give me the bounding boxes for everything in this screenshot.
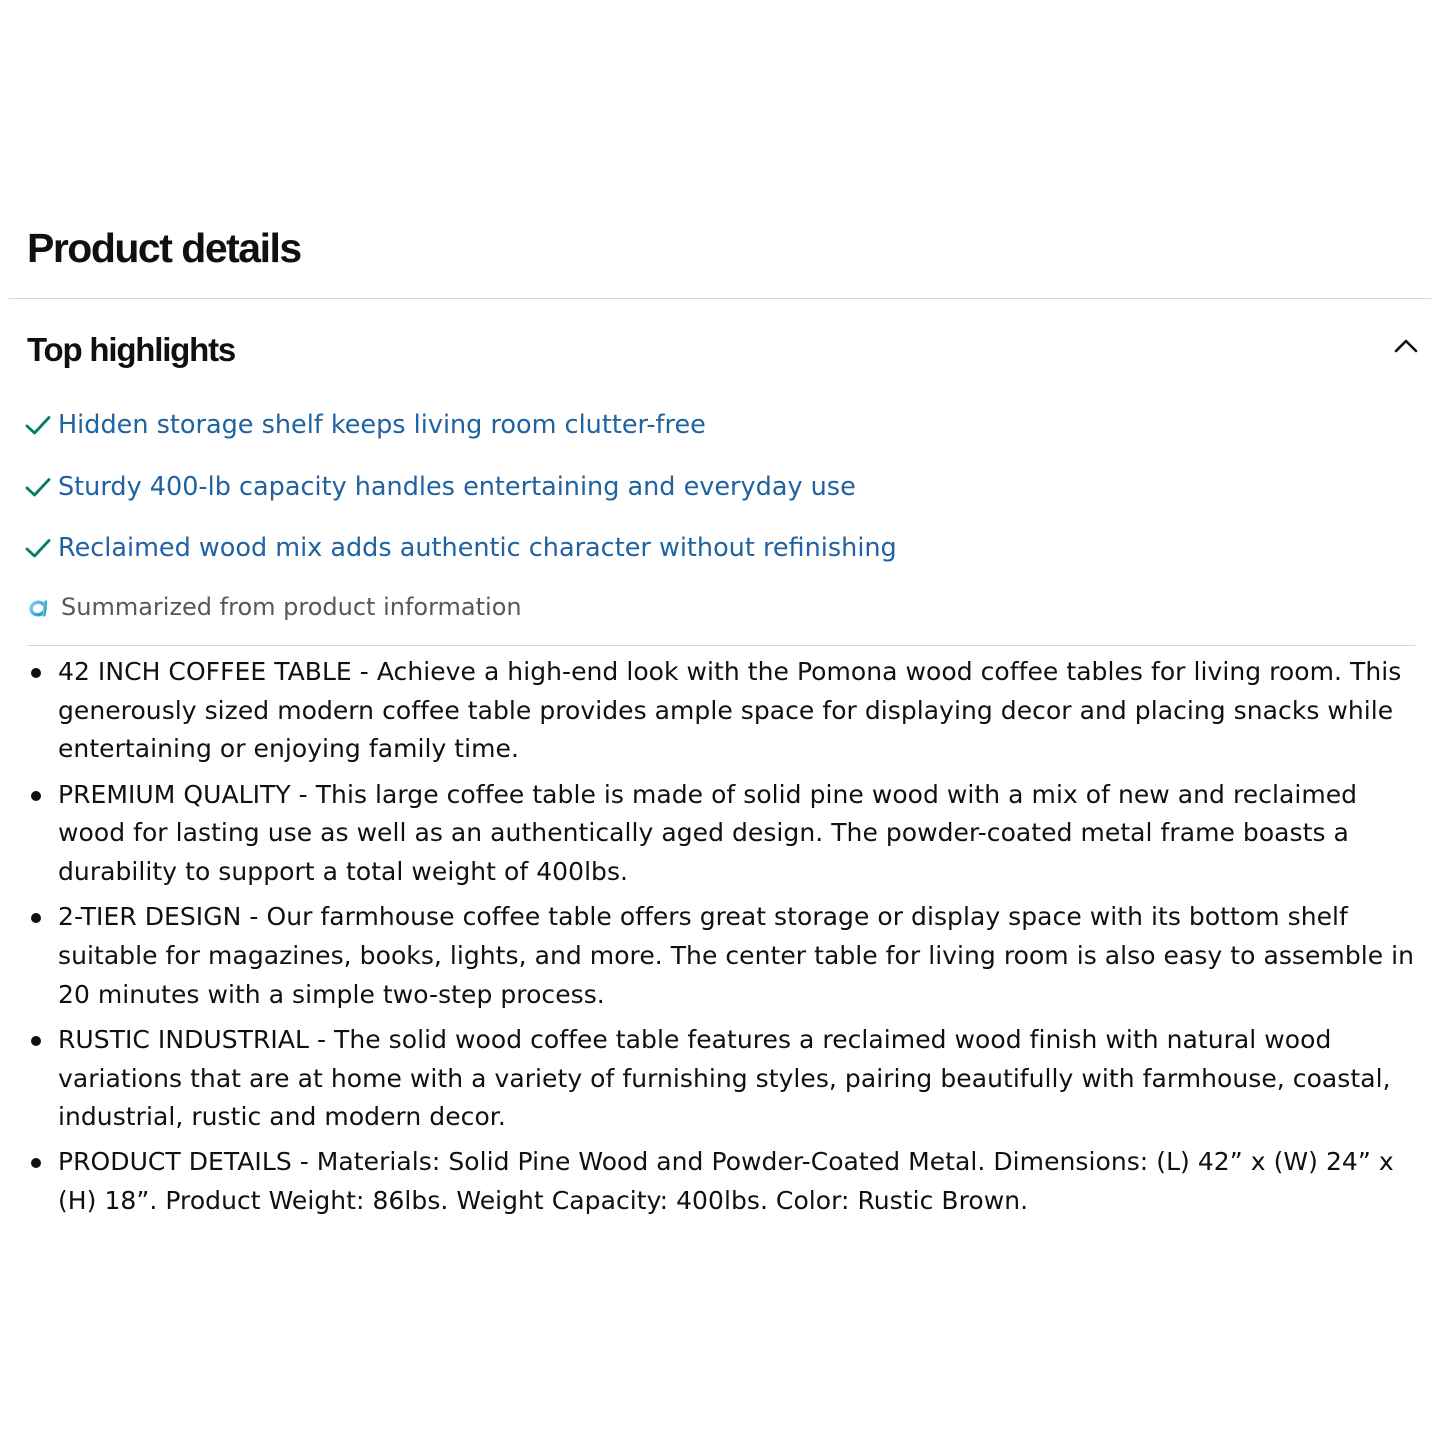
about-bullet-text: 2-TIER DESIGN - Our farmhouse coffee table offers great storage or display space with its bottom shelf suitable for magazines, books, lights, and more. The center table for living room is also easy to assemble in 20 minutes with a simple two-step process.: [58, 902, 1415, 1009]
highlights-list: [24, 404, 1424, 589]
chevron-up-icon[interactable]: [1392, 332, 1420, 360]
checkmark-icon: [24, 411, 52, 439]
section-divider: [27, 645, 1415, 646]
bullet-dot-icon: [31, 1036, 41, 1046]
checkmark-icon: [24, 473, 52, 501]
about-bullet: [27, 898, 1422, 1014]
top-highlights-header[interactable]: [27, 326, 1420, 376]
checkmark-icon: [24, 534, 52, 562]
highlight-text[interactable]: Sturdy 400-lb capacity handles entertaining and everyday use: [58, 471, 856, 502]
bullet-dot-icon: [31, 1158, 41, 1168]
highlight-item: [24, 527, 1424, 569]
bullet-dot-icon: [31, 791, 41, 801]
ai-summary-note: [27, 587, 522, 627]
top-highlights-title: Top highlights: [27, 331, 236, 368]
ai-summary-icon: [27, 595, 51, 619]
about-bullet: [27, 1021, 1422, 1137]
about-bullet-text: PREMIUM QUALITY - This large coffee table is made of solid pine wood with a mix of new and reclaimed wood for lasting use as well as an authentically aged design. The powder-coated metal frame boasts a durability to support a total weight of 400lbs.: [58, 779, 1358, 887]
section-divider: [9, 298, 1431, 299]
summary-text: Summarized from product information: [61, 593, 522, 621]
highlight-text[interactable]: Hidden storage shelf keeps living room clutter-free: [58, 410, 706, 440]
about-bullet: [27, 1143, 1422, 1220]
page-title: Product details: [27, 225, 301, 271]
bullet-dot-icon: [31, 668, 41, 678]
about-bullet-text: 42 INCH COFFEE TABLE - Achieve a high-end look with the Pomona wood coffee tables for living room. This generously sized modern coffee table provides ample space for displaying decor and placing snacks while entertaining or enjoying family time.: [58, 657, 1402, 764]
about-bullet-text: PRODUCT DETAILS - Materials: Solid Pine Wood and Powder-Coated Metal. Dimensions: (L) 42” x (W) 24” x (H) 18”. Product Weight: 86lbs. Weight Capacity: 400lbs. Color: Rustic Brown.: [58, 1147, 1394, 1216]
about-bullet: [27, 776, 1422, 892]
about-bullet: [27, 653, 1422, 769]
highlight-item: [24, 404, 1424, 446]
highlight-item: [24, 466, 1424, 508]
highlight-text[interactable]: Reclaimed wood mix adds authentic character without refinishing: [58, 533, 897, 563]
about-bullet-text: RUSTIC INDUSTRIAL - The solid wood coffee table features a reclaimed wood finish with natural wood variations that are at home with a variety of furnishing styles, pairing beautifully with farmhouse, coastal, industrial, rustic and modern decor.: [58, 1024, 1391, 1132]
bullet-dot-icon: [31, 913, 41, 923]
about-item-list: [27, 653, 1422, 1227]
